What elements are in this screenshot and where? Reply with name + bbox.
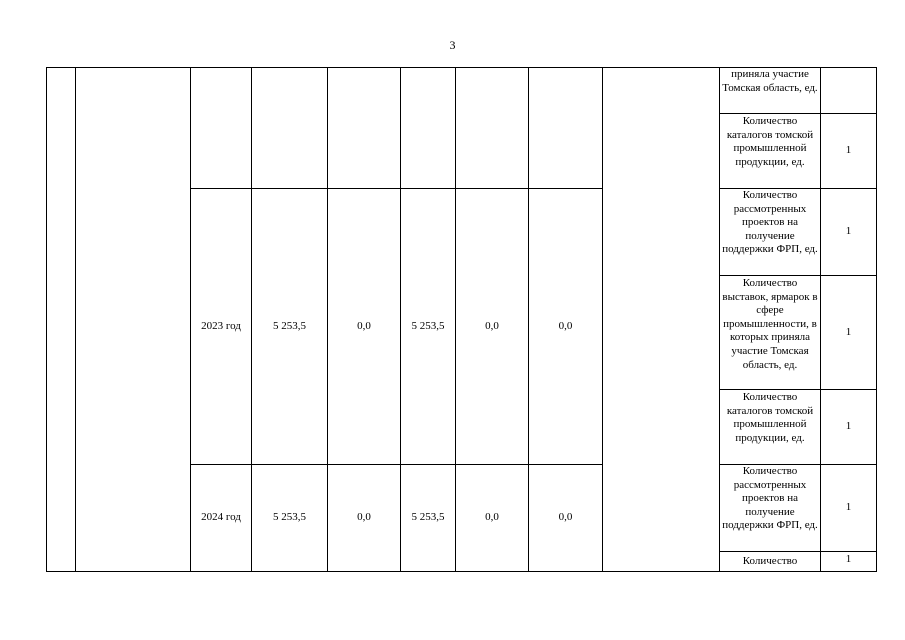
value-cell: 5 253,5	[411, 319, 445, 332]
year-cell: 2023 год	[201, 319, 241, 332]
value-cell: 0,0	[485, 319, 499, 332]
indicator-text: Количество рассмотренных проектов на получение поддержки ФРП, ед.	[722, 465, 818, 532]
indicator-text: Количество каталогов томской промышленной продукции, ед.	[726, 391, 814, 444]
year-cell: 2024 год	[201, 511, 241, 524]
indicator-text: Количество	[742, 555, 798, 567]
indicator-value: 1	[845, 501, 852, 514]
indicator-value: 1	[845, 144, 852, 157]
value-cell: 0,0	[558, 511, 573, 524]
page-number: 3	[449, 38, 456, 52]
value-cell: 5 253,5	[411, 511, 445, 524]
indicator-text: Количество каталогов томской промышленной продукции, ед.	[726, 115, 814, 168]
indicator-value: 1	[845, 420, 852, 433]
value-cell: 0,0	[357, 319, 371, 332]
value-cell: 0,0	[558, 319, 573, 332]
indicator-value: 1	[845, 225, 852, 238]
indicator-value	[821, 68, 876, 113]
value-cell: 0,0	[357, 511, 371, 524]
indicator-text: Количество выставок, ярмарок в сфере промышленности, в которых приняла участие Томская область, ед.	[722, 277, 818, 371]
indicator-text: Количество рассмотренных проектов на получение поддержки ФРП, ед.	[722, 189, 818, 256]
total-cell: 5 253,5	[273, 319, 306, 332]
indicator-value: 1	[845, 552, 852, 565]
indicator-text: приняла участие Томская область, ед.	[722, 68, 818, 94]
indicator-value: 1	[845, 325, 852, 338]
total-cell: 5 253,5	[273, 511, 306, 524]
value-cell: 0,0	[485, 511, 499, 524]
